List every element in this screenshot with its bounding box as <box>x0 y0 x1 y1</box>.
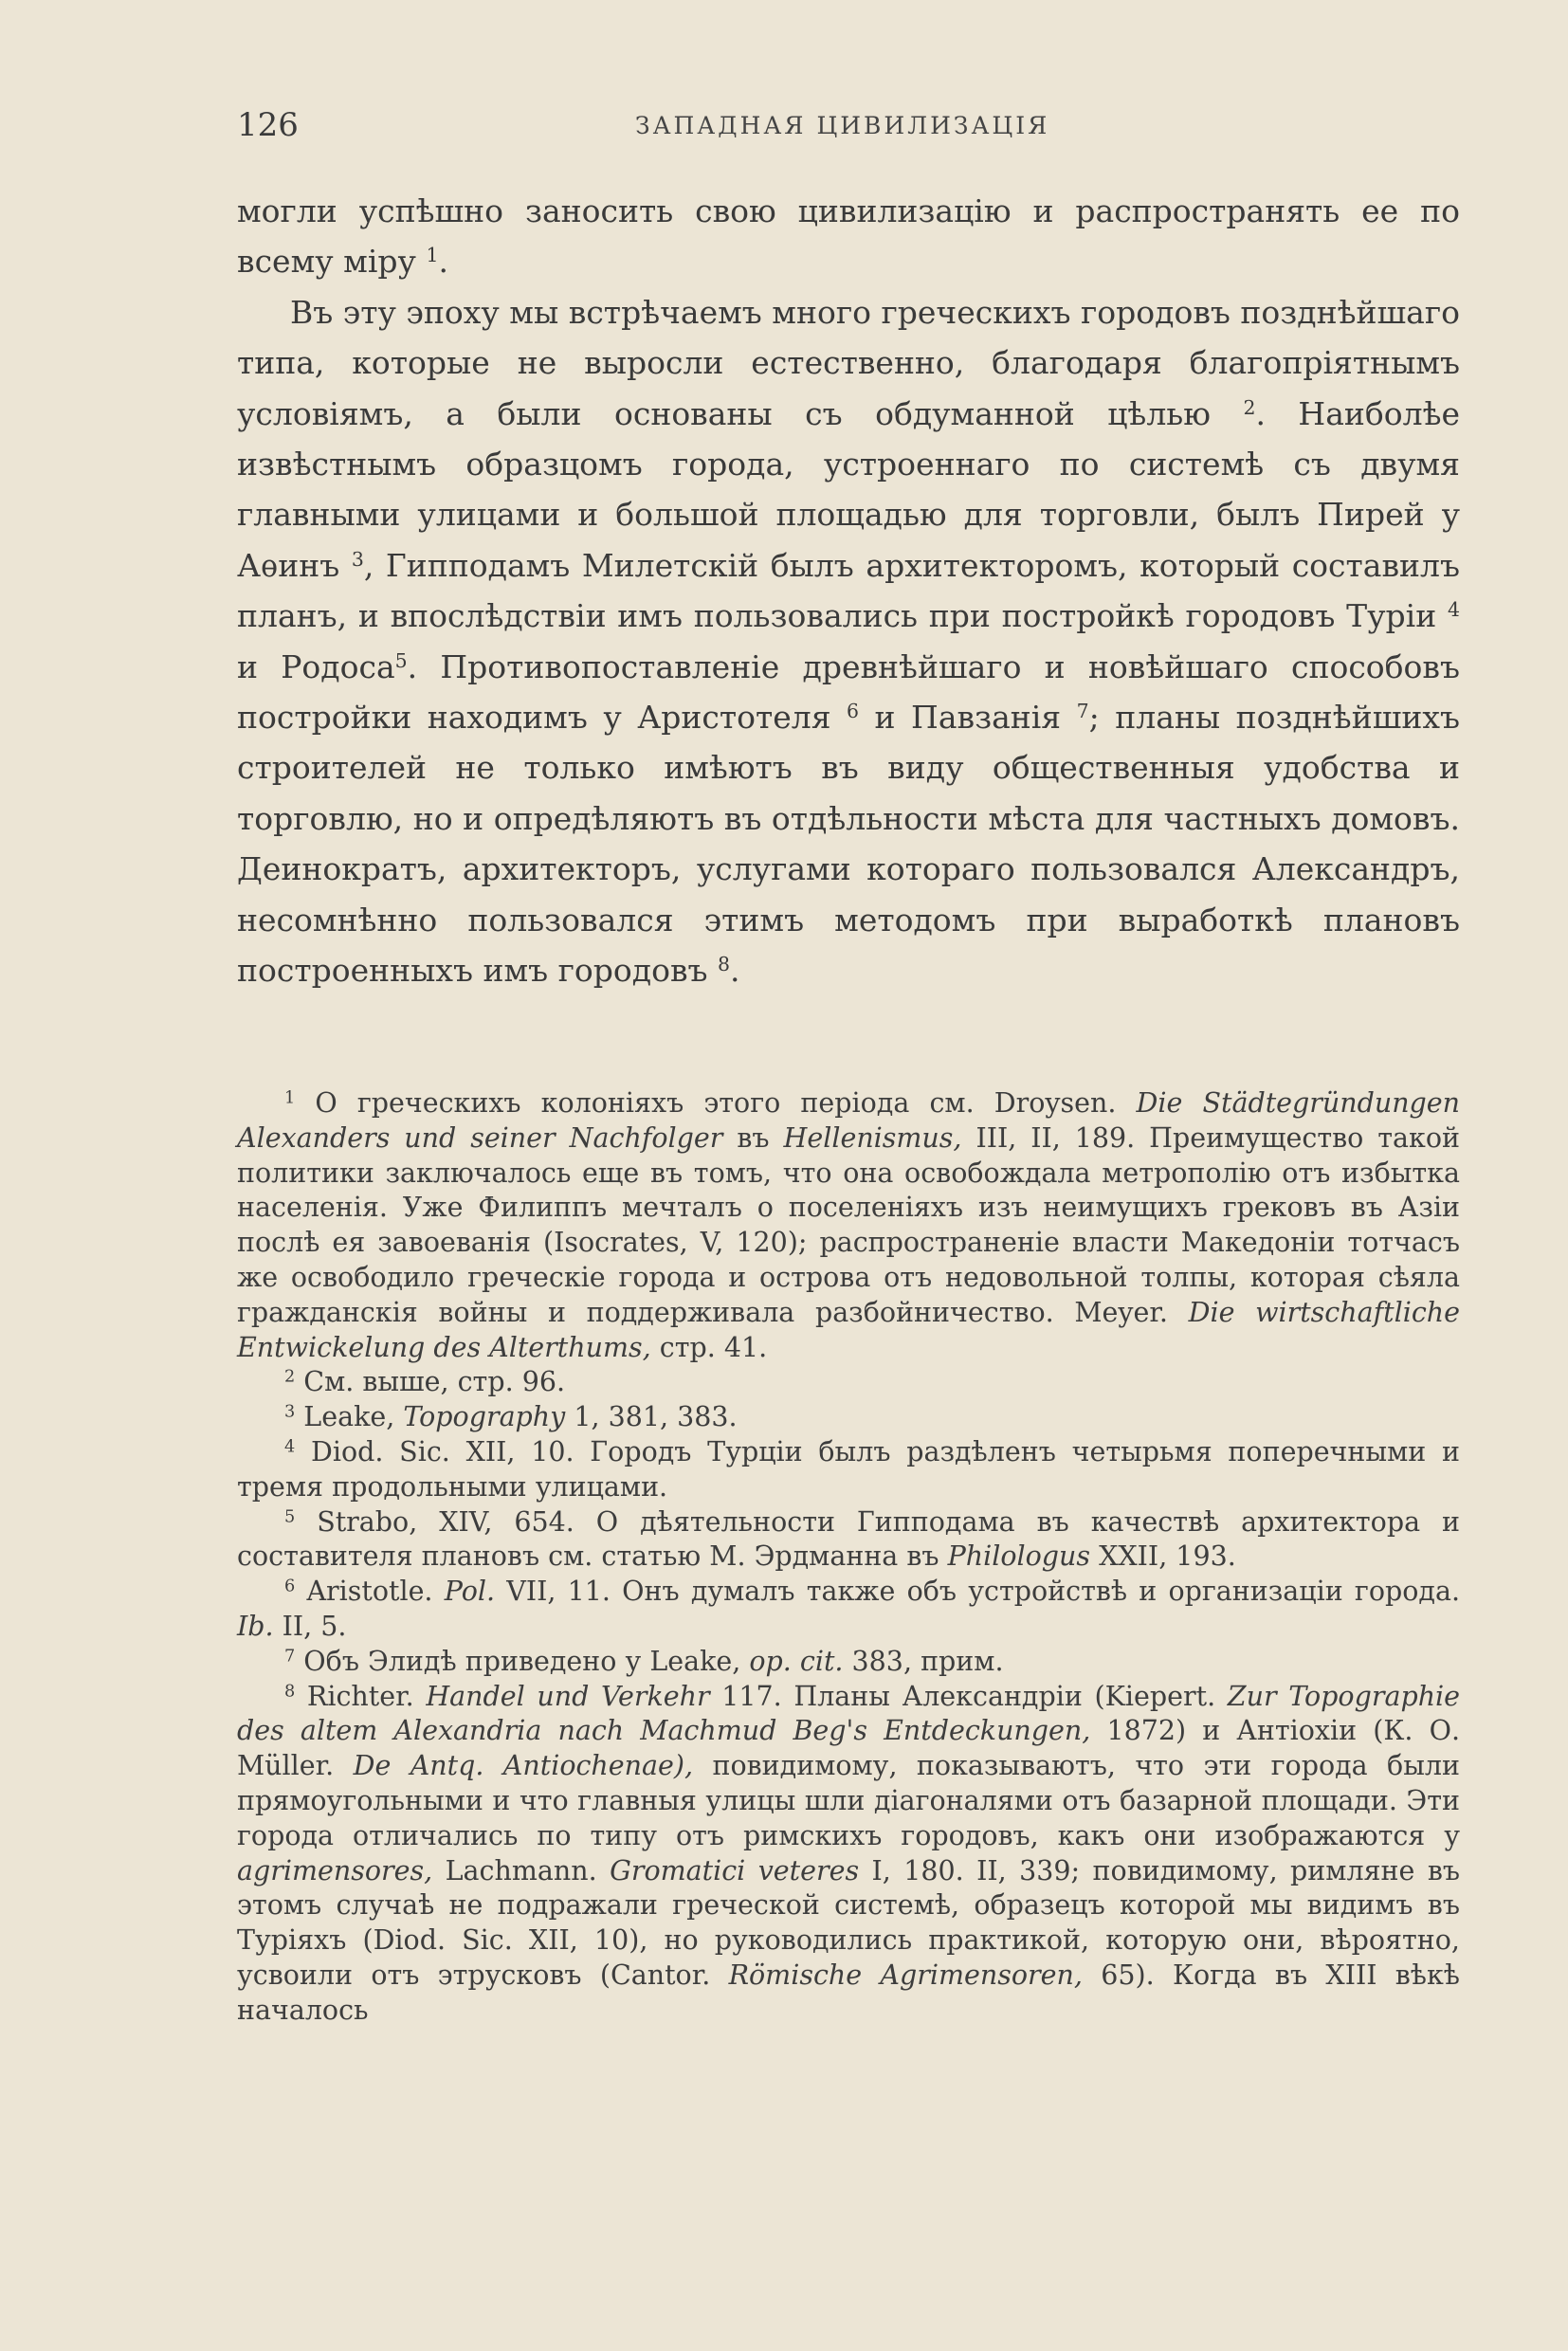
citation-title: Philologus <box>947 1540 1091 1573</box>
citation-title: Gromatici veteres <box>610 1854 860 1886</box>
citation-title: Pol. <box>444 1576 496 1608</box>
footnote-text: О греческихъ колоніяхъ этого періода см. Droysen. <box>315 1087 1117 1119</box>
footnote-ref: 8 <box>718 952 731 975</box>
paragraph-text: могли успѣшно заносить свою цивилизацію и распространять ее по всему міру <box>237 192 1460 281</box>
citation-title: Zur Topographie des altem Alexandria nach Machmud Beg's Entdeckungen, <box>237 1680 1461 1747</box>
citation-title: Römische Agrimensoren, <box>728 1959 1083 1991</box>
footnotes <box>237 1086 1460 2029</box>
footnote-ref: 3 <box>351 547 364 571</box>
footnote-ref: 2 <box>1243 395 1256 419</box>
footnote-text: стр. 41. <box>659 1331 768 1363</box>
footnote-number: 7 <box>284 1647 296 1667</box>
footnote-text: Объ Элидѣ приведено у Leake, <box>303 1645 741 1677</box>
page-number: 126 <box>237 106 299 144</box>
footnote-8 <box>237 1680 1460 2029</box>
citation-title: Die Städtegründungen Alexanders und seiner Nachfolger <box>237 1087 1461 1154</box>
footnote-text: VII, 11. Онъ думалъ также объ устройствѣ и организаціи города. <box>506 1576 1461 1608</box>
footnote-ref: 4 <box>1447 598 1460 621</box>
paragraph-1 <box>237 186 1460 287</box>
footnote-text: См. выше, стр. 96. <box>303 1366 566 1398</box>
footnote-text: Diod. Sic. XII, 10. Городъ Турціи былъ раздѣленъ четырьмя поперечными и тремя продольными улицами. <box>237 1435 1460 1503</box>
footnote-text: 65). Когда въ XIII вѣкѣ началось <box>237 1959 1460 2026</box>
running-title: ЗАПАДНАЯ ЦИВИЛИЗАЦІЯ <box>635 112 1050 139</box>
footnote-1 <box>237 1086 1460 1365</box>
footnote-text: Richter. <box>306 1680 414 1712</box>
footnote-number: 3 <box>284 1402 296 1422</box>
footnote-text: 1872) и Антіохіи (К. О. Müller. <box>237 1715 1460 1782</box>
footnote-number: 5 <box>284 1506 296 1526</box>
citation-title: Topography <box>403 1401 566 1433</box>
paragraph-text: . Противопоставленіе древнѣйшаго и новѣйшаго способовъ постройки находимъ у Аристотеля <box>237 647 1460 737</box>
paragraph-text: Въ эту эпоху мы встрѣчаемъ много греческихъ городовъ позднѣйшаго типа, которые не выросли естественно, благодаря благопріятнымъ условіямъ, а были основаны съ обдуманной цѣлью <box>237 293 1460 432</box>
footnote-text: I, 180. II, 339; повидимому, римляне въ этомъ случаѣ не подражали греческой системѣ, образецъ которой мы видимъ въ Туріяхъ (Diod. Sic. XII, 10), но руководились практикой, которую они, вѣроятно, усвоили отъ этрусковъ (Cantor. <box>237 1854 1460 1991</box>
footnote-6 <box>237 1575 1460 1645</box>
footnote-number: 8 <box>284 1681 296 1701</box>
paragraph-text: . <box>438 243 448 281</box>
footnote-text: Leake, <box>303 1401 395 1433</box>
footnote-3 <box>237 1400 1460 1435</box>
paragraph-text: . Наиболѣе извѣстнымъ образцомъ города, устроеннаго по системѣ съ двумя главными улицами и большой площадью для торговли, былъ Пирей у Аѳинъ <box>237 394 1461 584</box>
footnote-5 <box>237 1505 1460 1576</box>
footnote-2 <box>237 1365 1460 1400</box>
citation-title: Ib. <box>237 1610 274 1642</box>
footnote-4 <box>237 1435 1460 1505</box>
footnote-ref: 6 <box>847 699 860 722</box>
footnote-text: въ <box>737 1121 770 1154</box>
citation-title: De Antq. Antiochenae), <box>353 1750 694 1782</box>
paragraph-text: , Гипподамъ Милетскій былъ архитекторомъ, который составилъ планъ, и впослѣдствіи имъ пользовались при постройкѣ городовъ Туріи <box>237 546 1460 635</box>
citation-title: Handel und Verkehr <box>426 1680 710 1712</box>
footnote-text: III, II, 189. Преимущество такой политики заключалось еще въ томъ, что она освобождала метрополію отъ избытка населенія. Уже Филиппъ мечталъ о поселеніяхъ изъ неимущихъ грековъ въ Азіи послѣ ея завоеванія (Isocrates, V, 120); распространеніе власти Македоніи тотчасъ же освободило греческіе города и острова отъ недовольной толпы, которая сѣяла гражданскія войны и поддерживала разбойничество. Meyer. <box>237 1121 1461 1328</box>
footnote-text: XXII, 193. <box>1099 1540 1236 1573</box>
footnote-text: 117. Планы Александріи (Kiepert. <box>721 1680 1216 1712</box>
footnote-number: 1 <box>284 1088 296 1108</box>
paragraph-text: . <box>730 952 740 990</box>
footnote-ref: 5 <box>394 648 408 672</box>
citation-title: agrimensores, <box>237 1854 433 1886</box>
footnote-number: 2 <box>284 1367 296 1387</box>
footnote-ref: 1 <box>426 244 439 267</box>
citation-title: Hellenismus, <box>783 1121 962 1154</box>
paragraph-2 <box>237 287 1460 996</box>
footnote-text: 383, прим. <box>851 1645 1004 1677</box>
footnote-ref: 7 <box>1076 699 1089 722</box>
footnote-text: Lachmann. <box>445 1854 597 1886</box>
footnote-text: II, 5. <box>282 1610 347 1642</box>
footnote-number: 4 <box>284 1437 296 1457</box>
citation-title: Die wirtschaftliche Entwickelung des Alterthums, <box>237 1296 1461 1363</box>
footnote-7 <box>237 1645 1460 1680</box>
page-header <box>237 106 1460 154</box>
citation-title: op. cit. <box>749 1645 844 1677</box>
footnote-text: Strabo, XIV, 654. О дѣятельности Гипподама въ качествѣ архитектора и составителя плановъ см. статью М. Эрдманна въ <box>237 1505 1461 1573</box>
footnote-text: повидимому, показываютъ, что эти города были прямоугольными и что главныя улицы шли діагоналями отъ базарной площади. Эти города отличались по типу отъ римскихъ городовъ, какъ они изображаются у <box>237 1750 1460 1851</box>
footnote-text: Aristotle. <box>306 1576 433 1608</box>
paragraph-text: и Павзанія <box>859 699 1062 737</box>
footnote-number: 6 <box>284 1576 296 1596</box>
paragraph-text: и Родоса <box>237 647 395 685</box>
paragraph-text: ; планы позднѣйшихъ строителей не только имѣютъ въ виду общественныя удобства и торговлю, но и опредѣляютъ въ отдѣльности мѣста для частныхъ домовъ. Деинократъ, архитекторъ, услугами котораго пользовался Александръ, несомнѣнно пользовался этимъ методомъ при выработкѣ плановъ построенныхъ имъ городовъ <box>237 699 1460 990</box>
main-text <box>237 186 1460 996</box>
footnote-text: 1, 381, 383. <box>574 1401 738 1433</box>
